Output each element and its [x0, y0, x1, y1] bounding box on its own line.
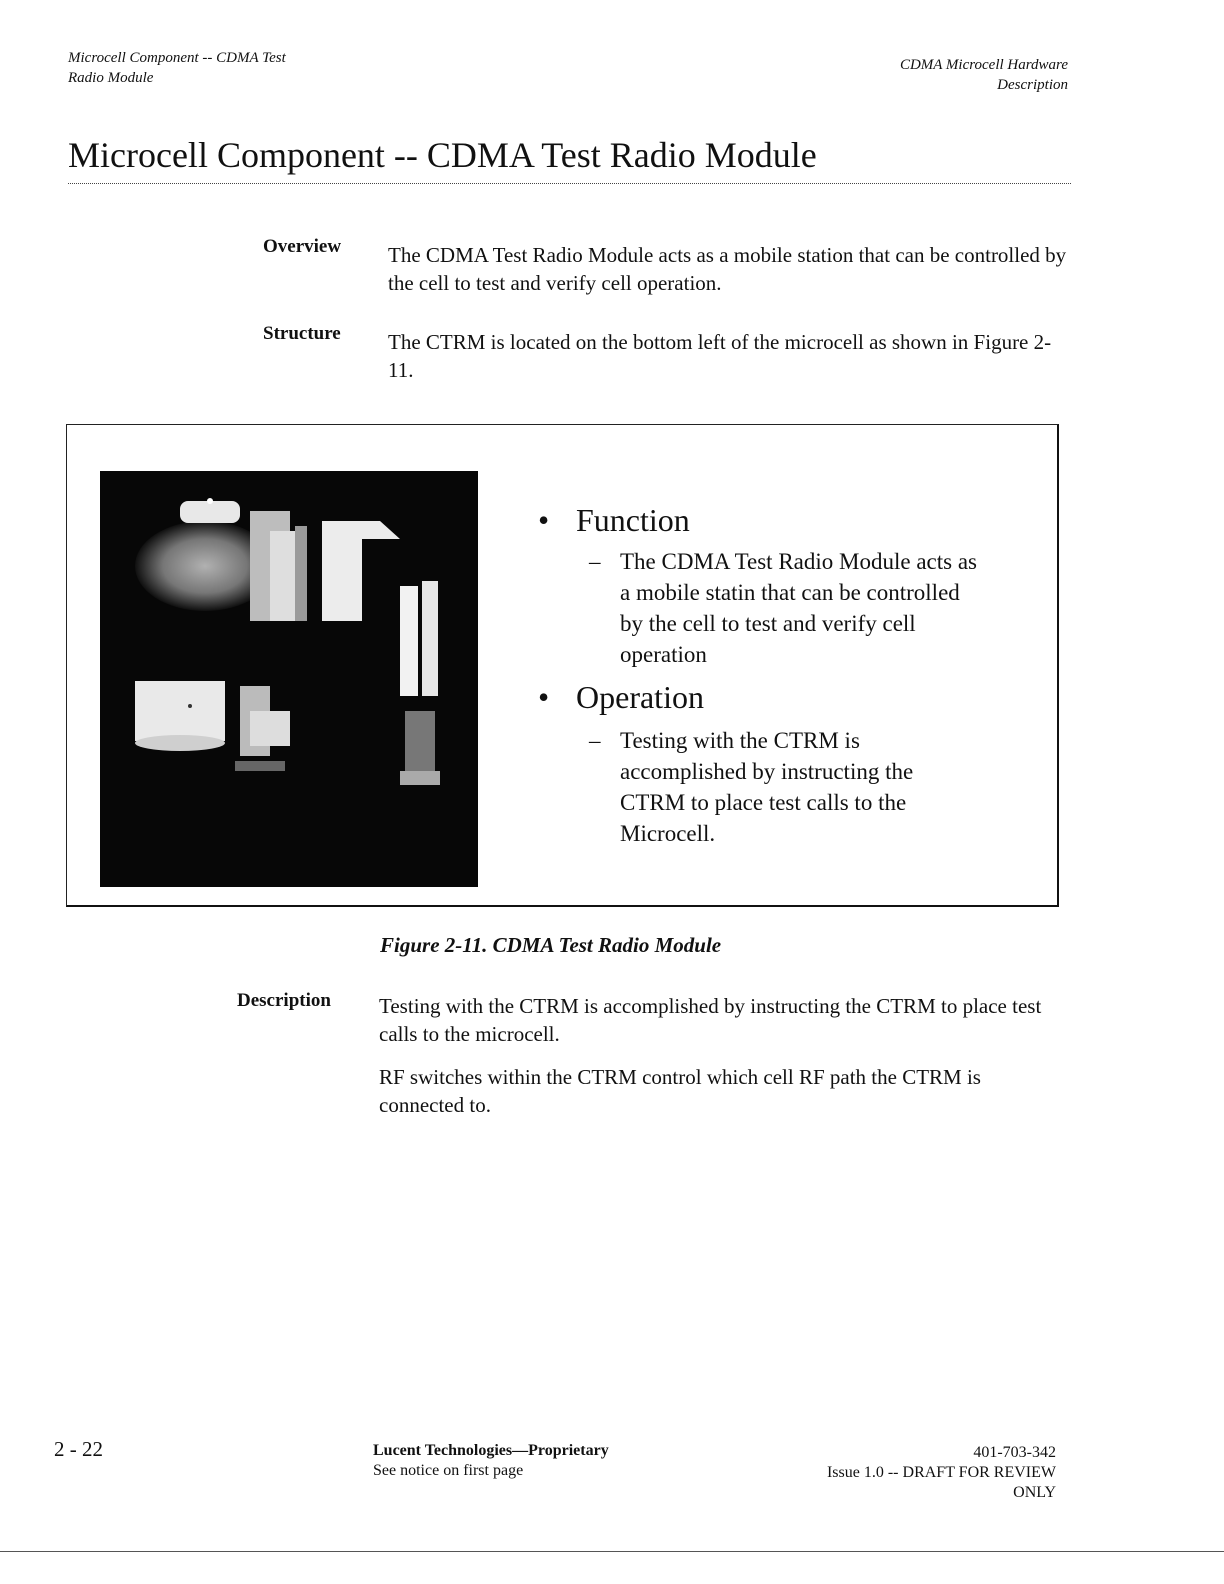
running-header-right: [900, 55, 1068, 95]
function-heading: Function: [576, 502, 690, 538]
footer-right: [827, 1443, 1056, 1503]
overview-label: Overview: [263, 236, 342, 257]
description-paragraph-2: RF switches within the CTRM control which cell RF path the CTRM is connected to.: [379, 1065, 981, 1117]
header-right-line-2: Description: [997, 77, 1068, 93]
operation-heading: Operation: [576, 679, 704, 715]
description-paragraph-1: Testing with the CTRM is accomplished by instructing the CTRM to place test calls to the microcell.: [379, 994, 1042, 1046]
bottom-divider: [0, 1551, 1224, 1552]
function-bullet: •: [538, 502, 550, 538]
footer-center: [373, 1441, 609, 1481]
header-right-line-1: CDMA Microcell Hardware: [899, 57, 1068, 73]
structure-label: Structure: [263, 323, 341, 344]
footer-company: Lucent Technologies—Proprietary: [373, 1442, 609, 1459]
operation-bullet: •: [538, 679, 550, 715]
function-dash: –: [589, 549, 601, 574]
footer-notice: See notice on first page: [373, 1462, 524, 1479]
running-header-left: [68, 48, 286, 88]
ctrm-photo: [100, 471, 478, 887]
page-title: Microcell Component -- CDMA Test Radio Module: [68, 135, 817, 175]
footer-issue-line-2: ONLY: [1013, 1484, 1056, 1501]
overview-text: The CDMA Test Radio Module acts as a mobile station that can be controlled by the cell to test and verify cell operation.: [388, 243, 1067, 295]
figure-caption: Figure 2-11. CDMA Test Radio Module: [380, 933, 722, 957]
page-number: 2 - 22: [54, 1437, 103, 1461]
structure-text: The CTRM is located on the bottom left of the microcell as shown in Figure 2-11.: [388, 330, 1052, 382]
footer-issue-line-1: Issue 1.0 -- DRAFT FOR REVIEW: [826, 1464, 1056, 1481]
header-left-line-1: Microcell Component -- CDMA Test: [68, 50, 286, 66]
operation-text: Testing with the CTRM is accomplished by instructing the CTRM to place test calls to the Microcell.: [620, 728, 914, 846]
header-left-line-2: Radio Module: [68, 70, 154, 86]
title-divider: [68, 183, 1071, 184]
footer-doc-number: 401-703-342: [973, 1444, 1056, 1461]
ctrm-photo-graphic: [100, 471, 478, 887]
operation-dash: –: [589, 728, 601, 753]
function-text: The CDMA Test Radio Module acts as a mobile statin that can be controlled by the cell to test and verify cell operation: [620, 549, 977, 667]
description-label: Description: [237, 990, 331, 1011]
